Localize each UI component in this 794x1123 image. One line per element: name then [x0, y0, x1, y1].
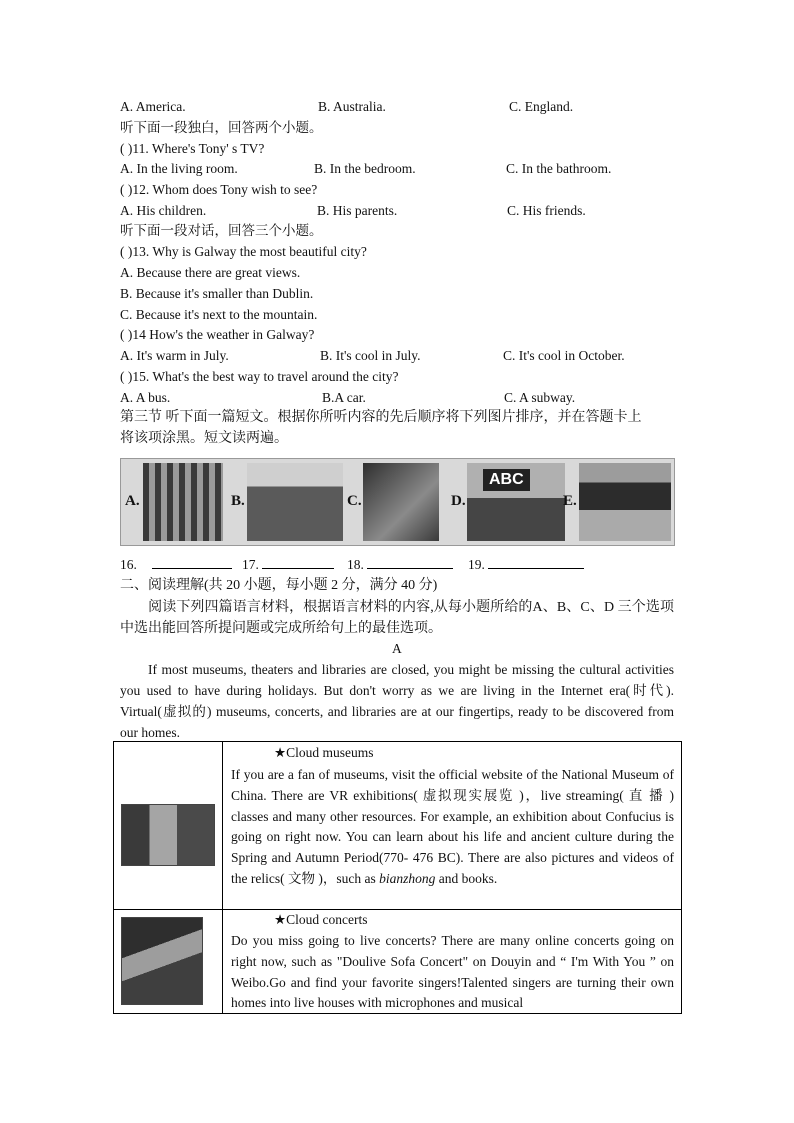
picture-letter-d: D.	[451, 493, 466, 509]
section3-instruction-line2: 将该项涂黑。短文读两遍。	[120, 431, 288, 446]
reading-instruction	[120, 597, 674, 639]
picture-strip	[120, 458, 675, 546]
answer-blank-16[interactable]	[120, 556, 232, 574]
cloud-museums-italic-term: bianzhong	[379, 870, 436, 886]
dialogue-instruction: 听下面一段对话，回答三个小题。	[120, 223, 323, 238]
section3-instruction-line1: 第三节 听下面一篇短文。根据你所听内容的先后顺序将下列图片排序，并在答题卡上	[120, 410, 642, 425]
table-column-divider	[222, 742, 223, 1013]
passage-intro	[120, 659, 674, 743]
answer-blank-18[interactable]	[347, 556, 453, 574]
q12-option-c: C. His friends.	[507, 203, 586, 218]
q12-option-b: B. His parents.	[317, 203, 398, 218]
q15-option-c: C. A subway.	[504, 390, 576, 405]
q13-option-a: A. Because there are great views.	[120, 265, 301, 280]
picture-c	[363, 463, 439, 541]
blank-line	[262, 556, 334, 569]
question-13: ( )13. Why is Galway the most beautiful city?	[120, 244, 367, 259]
table-row-divider	[114, 909, 681, 910]
question-14: ( )14 How's the weather in Galway?	[120, 327, 315, 342]
q10-option-c: C. England.	[509, 99, 574, 114]
picture-letter-a: A.	[125, 493, 140, 509]
q14-option-a: A. It's warm in July.	[120, 348, 229, 363]
picture-d	[467, 463, 565, 541]
picture-letter-e: E.	[563, 493, 577, 509]
question-12: ( )12. Whom does Tony wish to see?	[120, 182, 318, 197]
cloud-museums-title: ★Cloud museums	[274, 745, 374, 760]
passage-table	[113, 741, 682, 1014]
answer-number-18: 18.	[347, 557, 364, 572]
answer-blank-19[interactable]	[468, 556, 584, 574]
cloud-museums-text: If you are a fan of museums, visit the official website of the National Museum of China. There are VR exhibitions( 虚拟现实展览 )，live streaming( 直 播 ) classes and many other resources. For example, an exhibition about Confucius is going on right now. You can learn about his life and ancient culture during the Spring and Autumn Period(770- 476 BC). There are also pictures and videos of the relics( 文物 )，such as	[231, 767, 674, 886]
reading-instruction-text: 阅读下列四篇语言材料，根据语言材料的内容,从每小题所给的A、B、C、D 三个选项中选出能回答所提问题或完成所给句上的最佳选项。	[120, 600, 674, 636]
cloud-museums-text-end: and books.	[435, 870, 498, 886]
cloud-museums-body	[231, 765, 674, 890]
picture-letter-c: C.	[347, 493, 362, 509]
cloud-concerts-title: ★Cloud concerts	[274, 912, 368, 927]
passage-label: A	[392, 641, 402, 656]
passage-intro-text: If most museums, theaters and libraries are closed, you might be missing the cultural activities you used to have during holidays. But don't worry as we are living in the Internet era(时代). Virtual(虚拟的) museums, concerts, and libraries are at our fingertips, ready to be discovered from our homes.	[120, 662, 674, 740]
q14-option-c: C. It's cool in October.	[503, 348, 625, 363]
answer-number-16: 16.	[120, 557, 137, 572]
q15-option-a: A. A bus.	[120, 390, 171, 405]
cloud-concerts-body: Do you miss going to live concerts? There are many online concerts going on right now, such as "Doulive Sofa Concert" on Douyin and “ I'm With You ” on Weibo.Go and find your favorite singers!Talented singers are turning their own homes into live houses with microphones and musical	[231, 933, 674, 1011]
q10-option-b: B. Australia.	[318, 99, 386, 114]
q12-option-a: A. His children.	[120, 203, 207, 218]
picture-d-sign: ABC	[483, 469, 530, 491]
picture-e	[579, 463, 671, 541]
picture-letter-b: B.	[231, 493, 245, 509]
q14-option-b: B. It's cool in July.	[320, 348, 421, 363]
answer-number-19: 19.	[468, 557, 485, 572]
question-15: ( )15. What's the best way to travel around the city?	[120, 369, 399, 384]
answer-number-17: 17.	[242, 557, 259, 572]
concert-photo	[121, 917, 203, 1005]
q15-option-b: B.A car.	[322, 390, 366, 405]
q11-option-b: B. In the bedroom.	[314, 161, 416, 176]
q10-option-a: A. America.	[120, 99, 186, 114]
q11-option-c: C. In the bathroom.	[506, 161, 612, 176]
museum-photo	[121, 804, 215, 866]
question-11: ( )11. Where's Tony' s TV?	[120, 141, 265, 156]
reading-heading: 二、阅读理解(共 20 小题，每小题 2 分，满分 40 分)	[120, 578, 438, 593]
blank-line	[152, 556, 232, 569]
picture-a	[143, 463, 223, 541]
answer-blank-17[interactable]	[242, 556, 334, 574]
blank-line	[488, 556, 584, 569]
q13-option-c: C. Because it's next to the mountain.	[120, 307, 318, 322]
q11-option-a: A. In the living room.	[120, 161, 238, 176]
monologue-instruction: 听下面一段独白，回答两个小题。	[120, 120, 323, 135]
blank-line	[367, 556, 453, 569]
picture-b	[247, 463, 343, 541]
q13-option-b: B. Because it's smaller than Dublin.	[120, 286, 314, 301]
